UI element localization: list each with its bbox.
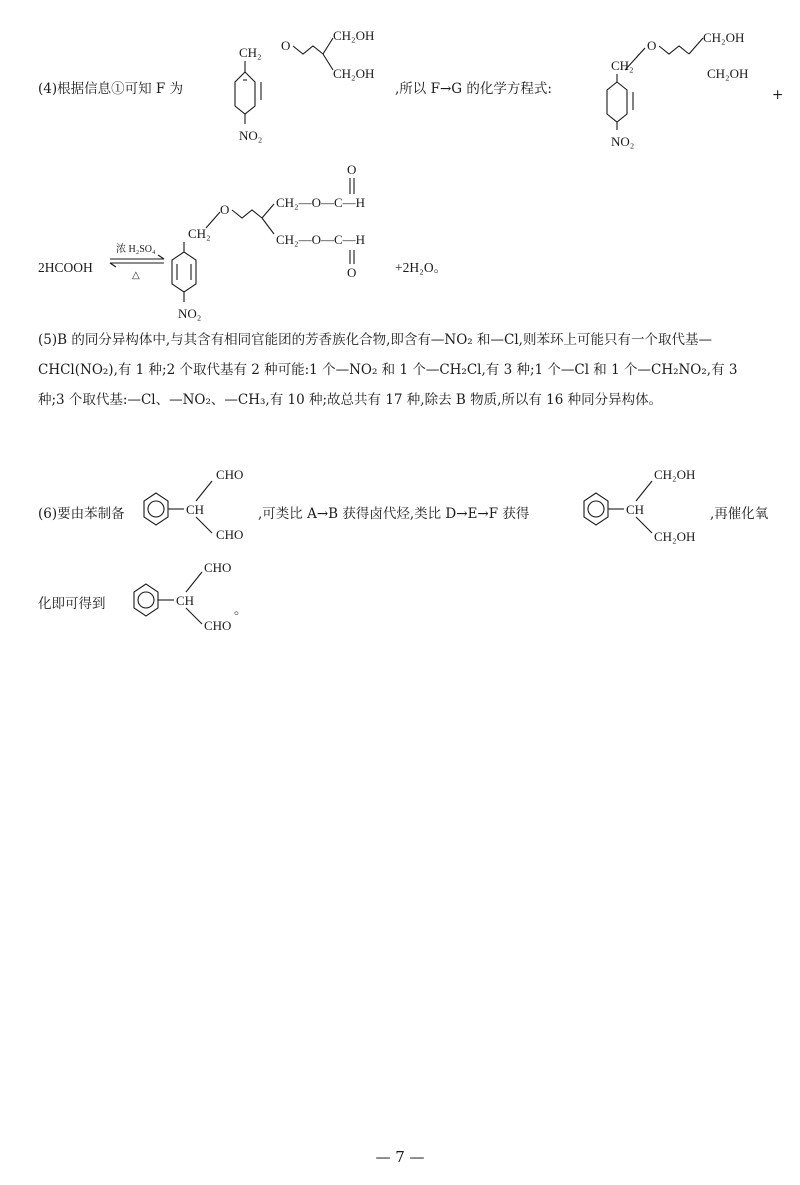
arrow-bottom-head — [110, 263, 116, 267]
d-ch2oh-top: CH₂OH — [654, 467, 696, 482]
d-ch2oh-bottom: CH₂OH — [654, 529, 696, 544]
d-ch: CH — [626, 502, 645, 517]
final-dialdehyde — [130, 556, 240, 636]
g-o: O — [220, 202, 230, 217]
g-bond4 — [262, 204, 274, 218]
d-bond2 — [636, 481, 652, 501]
sec6-prefix: (6)要由苯制备 — [38, 506, 125, 522]
g-ester-top: CH₂—O—C—H — [276, 195, 366, 210]
equilibrium-arrow — [106, 238, 170, 288]
structure-f — [215, 10, 385, 155]
f2-bond4 — [689, 38, 703, 54]
f2-ch2: CH₂ — [611, 58, 634, 73]
f-o: O — [281, 38, 291, 53]
fd-cho-bottom: CHO — [204, 618, 232, 633]
f2-ch2oh-top: CH₂OH — [703, 30, 745, 45]
f-chain — [293, 46, 323, 54]
g-o-bottom: O — [347, 265, 357, 280]
f-ch2oh-top: CH₂OH — [333, 28, 375, 43]
sec6-line2-suffix: 。 — [234, 602, 248, 618]
sec6-line2-prefix: 化即可得到 — [38, 596, 106, 612]
f2-no2: NO₂ — [611, 134, 635, 149]
target-dialdehyde — [140, 465, 255, 545]
water-product: +2H₂O。 — [395, 260, 448, 275]
f2-o: O — [647, 38, 657, 53]
fd-bond3 — [186, 608, 202, 624]
t-ch: CH — [186, 502, 205, 517]
diol-structure — [580, 465, 705, 545]
g-ring — [172, 252, 196, 292]
d-ring-inner — [588, 501, 604, 517]
fd-bond2 — [186, 572, 202, 592]
t-ring-inner — [148, 501, 164, 517]
d-bond3 — [636, 517, 652, 533]
g-bond3 — [206, 212, 220, 228]
f-ch2: CH₂ — [239, 45, 262, 60]
g-ester-bottom: CH₂—O—C—H — [276, 232, 366, 247]
catalyst-label: 浓 H₂SO₄ — [116, 244, 156, 255]
page-number: — 7 — — [375, 1148, 425, 1166]
fd-ring-inner — [138, 592, 154, 608]
fd-cho-top: CHO — [204, 560, 232, 575]
arrow-top-head — [158, 255, 164, 259]
f-bond3 — [323, 38, 333, 54]
sec4-intro: (4)根据信息①可知 F 为 — [38, 81, 184, 97]
formic-acid: 2HCOOH — [38, 260, 93, 275]
t-cho-bottom: CHO — [216, 527, 244, 542]
t-bond2 — [196, 481, 212, 501]
structure-g — [168, 160, 393, 325]
f2-chain — [659, 46, 689, 54]
f-ch2oh-bottom: CH₂OH — [333, 66, 375, 81]
g-o-top: O — [347, 162, 357, 177]
t-bond3 — [196, 517, 212, 533]
structure-f-reactant — [595, 10, 770, 155]
fd-ch: CH — [176, 593, 195, 608]
g-no2: NO₂ — [178, 306, 202, 321]
sec4-middle: ,所以 F→G 的化学方程式: — [395, 81, 552, 97]
g-chain — [232, 210, 262, 218]
f-no2: NO₂ — [239, 128, 263, 143]
sec6-suffix: ,再催化氧 — [710, 506, 769, 522]
f-ring — [235, 72, 255, 114]
g-ch2: CH₂ — [188, 226, 211, 241]
sec5-text: (5)B 的同分异构体中,与其含有相同官能团的芳香族化合物,即含有—NO₂ 和—Cl,则苯环上可能只有一个取代基—CHCl(NO₂),有 1 种;2 个取代基有 2 种可能:1 个—NO₂ 和 1 个—CH₂Cl,有 3 种;1 个—Cl 和 1 个—CH₂NO₂,有 3 种;3 个取代基:—Cl、—NO₂、—CH₃,有 10 种;故总共有 17 种,除去 B 物质,所以有 16 种同分异构体。 — [38, 332, 738, 408]
sec6-middle: ,可类比 A→B 获得卤代烃,类比 D→E→F 获得 — [258, 506, 530, 522]
g-bond5 — [262, 218, 274, 234]
f-bond4 — [323, 54, 333, 70]
sec4-plus: + — [772, 87, 784, 103]
heat-label: △ — [132, 270, 140, 281]
f2-ch2oh-bottom: CH₂OH — [707, 66, 749, 81]
t-cho-top: CHO — [216, 467, 244, 482]
f2-ring — [607, 82, 627, 122]
